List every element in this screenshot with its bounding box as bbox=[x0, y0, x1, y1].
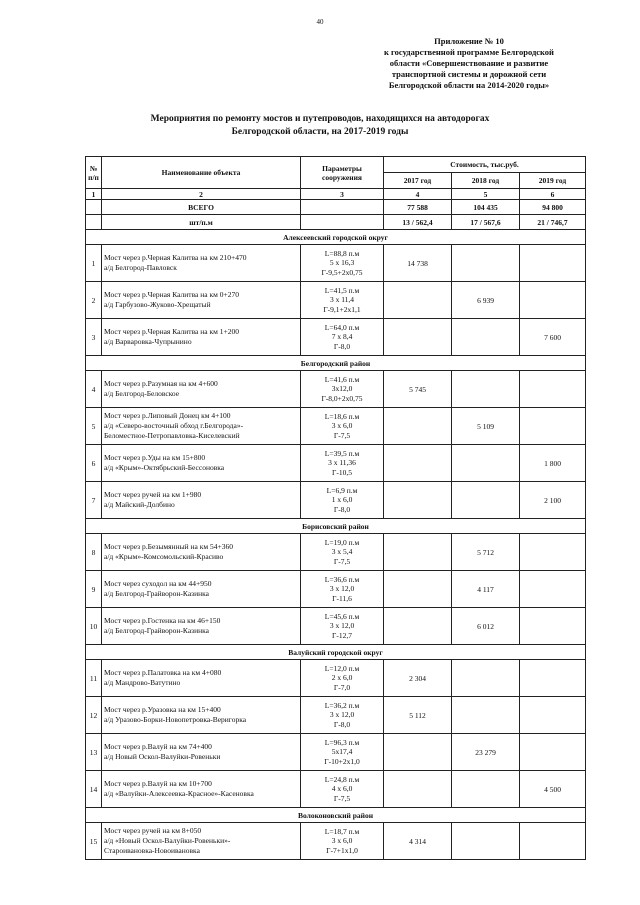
cost-2018: 6 012 bbox=[452, 608, 520, 645]
object-params bbox=[301, 660, 384, 697]
object-name bbox=[102, 319, 301, 356]
cost-2019: 1 800 bbox=[520, 445, 586, 482]
row-number: 15 bbox=[86, 823, 102, 860]
index-cell: 4 bbox=[384, 189, 452, 200]
cost-2017 bbox=[384, 608, 452, 645]
object-params bbox=[301, 771, 384, 808]
object-param-line: L=64,0 п.м bbox=[324, 322, 360, 332]
object-name bbox=[102, 660, 301, 697]
cost-2019 bbox=[520, 245, 586, 282]
object-param-line: Г-9,1+2х1,1 bbox=[323, 304, 361, 314]
object-name-line: а/д Белгород-Грайворон-Казинка bbox=[104, 589, 210, 598]
row-number: 7 bbox=[86, 482, 102, 519]
object-param-line: Г-7,5 bbox=[333, 430, 351, 440]
cost-2017 bbox=[384, 408, 452, 445]
table-row bbox=[86, 660, 586, 697]
object-param-line: Г-8,0 bbox=[333, 504, 351, 514]
object-name-line: а/д «Валуйки-Алексеевка-Красное»-Касеновка bbox=[104, 789, 254, 798]
table-row bbox=[86, 245, 586, 282]
object-param-line: Г-7,0 bbox=[333, 682, 351, 692]
cost-2019 bbox=[520, 371, 586, 408]
units-2018: 17 / 567,6 bbox=[452, 215, 520, 230]
row-number: 4 bbox=[86, 371, 102, 408]
object-param-line: 2 х 6,0 bbox=[331, 673, 353, 683]
object-param-line: Г-8,0+2х0,75 bbox=[321, 393, 363, 403]
object-name-line: а/д Белгород-Беловское bbox=[104, 389, 180, 398]
object-name-line: Мост через р.Разумная на км 4+600 bbox=[104, 379, 218, 388]
object-param-line: L=39,5 п.м bbox=[324, 448, 360, 458]
object-params bbox=[301, 697, 384, 734]
document-title bbox=[0, 113, 640, 139]
table-row bbox=[86, 408, 586, 445]
cost-2018: 4 117 bbox=[452, 571, 520, 608]
object-param-line: L=41,6 п.м bbox=[324, 374, 360, 384]
object-param-line: L=45,6 п.м bbox=[324, 611, 360, 621]
total-row bbox=[86, 200, 586, 215]
header-num: № п/п bbox=[86, 157, 102, 189]
cost-2017 bbox=[384, 445, 452, 482]
object-name-line: Мост через р.Валуй на км 74+400 bbox=[104, 742, 212, 751]
section-row bbox=[86, 356, 586, 371]
object-name-line: а/д Новый Оскол-Валуйки-Ровеньки bbox=[104, 752, 221, 761]
object-name-line: а/д Белгород-Павловск bbox=[104, 263, 177, 272]
cost-2018 bbox=[452, 245, 520, 282]
units-2017: 13 / 562,4 bbox=[384, 215, 452, 230]
object-name-line: Мост через р.Палатовка на км 4+080 bbox=[104, 668, 222, 677]
annex-line: Приложение № 10 bbox=[434, 36, 504, 46]
object-param-line: Г-7,5 bbox=[333, 793, 351, 803]
object-param-line: 3 х 12,0 bbox=[329, 584, 355, 594]
section-title: Белгородский район bbox=[86, 356, 586, 371]
index-cell: 1 bbox=[86, 189, 102, 200]
cost-2018 bbox=[452, 319, 520, 356]
object-params bbox=[301, 734, 384, 771]
cost-2018 bbox=[452, 371, 520, 408]
object-name-line: Мост через р.Гостенка на км 46+150 bbox=[104, 616, 221, 625]
table-row bbox=[86, 734, 586, 771]
object-param-line: Г-11,6 bbox=[332, 593, 352, 603]
object-name bbox=[102, 734, 301, 771]
object-name-line: Мост через р.Черная Калитва на км 1+200 bbox=[104, 327, 239, 336]
header-cost: Стоимость, тыс.руб. bbox=[384, 157, 586, 173]
object-param-line: 5 х 16,3 bbox=[329, 258, 355, 268]
object-name-line: а/д «Крым»-Октябрьский-Бессоновка bbox=[104, 463, 225, 472]
cost-2017: 14 738 bbox=[384, 245, 452, 282]
object-params bbox=[301, 534, 384, 571]
object-name bbox=[102, 282, 301, 319]
units-2019: 21 / 746,7 bbox=[520, 215, 586, 230]
row-number: 3 bbox=[86, 319, 102, 356]
cost-2019: 2 100 bbox=[520, 482, 586, 519]
object-param-line: L=36,6 п.м bbox=[324, 574, 360, 584]
row-number: 10 bbox=[86, 608, 102, 645]
row-number: 11 bbox=[86, 660, 102, 697]
object-name-line: Мост через суходол на км 44+950 bbox=[104, 579, 212, 588]
object-param-line: 3 х 12,0 bbox=[329, 621, 355, 631]
object-name-line: Мост через р.Липовый Донец км 4+100 bbox=[104, 411, 231, 420]
cost-2017: 5 745 bbox=[384, 371, 452, 408]
header-year-2017: 2017 год bbox=[384, 173, 452, 189]
object-param-line: 3 х 5,4 bbox=[331, 547, 353, 557]
object-name bbox=[102, 608, 301, 645]
annex-line: области «Совершенствование и развитие bbox=[389, 58, 549, 68]
object-param-line: 3 х 11,36 bbox=[328, 458, 356, 468]
row-number: 14 bbox=[86, 771, 102, 808]
table-row bbox=[86, 823, 586, 860]
object-param-line: 3 х 6,0 bbox=[331, 836, 353, 846]
object-param-line: 1 х 6,0 bbox=[331, 495, 353, 505]
cost-2019 bbox=[520, 608, 586, 645]
cost-2018: 5 712 bbox=[452, 534, 520, 571]
section-row bbox=[86, 230, 586, 245]
object-name-line: а/д Мандрово-Ватутино bbox=[104, 678, 181, 687]
object-params bbox=[301, 319, 384, 356]
object-name-line: Мост через ручей на км 8+050 bbox=[104, 826, 202, 835]
annex-header bbox=[354, 36, 584, 91]
table-body bbox=[86, 189, 586, 860]
units-row bbox=[86, 215, 586, 230]
title-line: Белгородской области, на 2017-2019 годы bbox=[231, 127, 409, 137]
object-param-line: 3 х 12,0 bbox=[329, 710, 355, 720]
cost-2019 bbox=[520, 571, 586, 608]
title-line: Мероприятия по ремонту мостов и путепроводов, находящихся на автодорогах bbox=[150, 114, 490, 124]
total-2017: 77 588 bbox=[384, 200, 452, 215]
cost-2019 bbox=[520, 697, 586, 734]
object-name-line: а/д «Крым»-Комсомольский-Красиво bbox=[104, 552, 224, 561]
object-param-line: L=19,0 п.м bbox=[324, 537, 360, 547]
section-row bbox=[86, 519, 586, 534]
row-number: 2 bbox=[86, 282, 102, 319]
object-name-line: а/д Майский-Долбино bbox=[104, 500, 175, 509]
object-param-line: Г-8,0 bbox=[333, 719, 351, 729]
object-name-line: а/д Варваровка-Чупрынино bbox=[104, 337, 192, 346]
object-name bbox=[102, 771, 301, 808]
cost-2017 bbox=[384, 571, 452, 608]
cost-2019 bbox=[520, 734, 586, 771]
object-name-line: Мост через р.Безымянный на км 54+360 bbox=[104, 542, 233, 551]
cost-2017 bbox=[384, 319, 452, 356]
table-row bbox=[86, 319, 586, 356]
index-cell: 6 bbox=[520, 189, 586, 200]
units-label: шт/п.м bbox=[102, 215, 301, 230]
bridges-table bbox=[85, 156, 586, 860]
total-label: ВСЕГО bbox=[102, 200, 301, 215]
cost-2017 bbox=[384, 482, 452, 519]
object-name-line: а/д Уразово-Борки-Новопетровка-Веригорка bbox=[104, 715, 247, 724]
section-title: Валуйский городской округ bbox=[86, 645, 586, 660]
cost-2017 bbox=[384, 282, 452, 319]
object-params bbox=[301, 408, 384, 445]
object-name bbox=[102, 482, 301, 519]
cost-2017: 4 314 bbox=[384, 823, 452, 860]
object-name-line: а/д Белгород-Грайворон-Казинка bbox=[104, 626, 210, 635]
section-row bbox=[86, 808, 586, 823]
row-number: 9 bbox=[86, 571, 102, 608]
row-number: 1 bbox=[86, 245, 102, 282]
object-name bbox=[102, 408, 301, 445]
index-cell: 2 bbox=[102, 189, 301, 200]
row-number: 12 bbox=[86, 697, 102, 734]
annex-line: к государственной программе Белгородской bbox=[384, 47, 554, 57]
object-params bbox=[301, 823, 384, 860]
header-params: Параметры сооружения bbox=[301, 157, 384, 189]
annex-line: транспортной системы и дорожной сети bbox=[391, 69, 547, 79]
object-name bbox=[102, 823, 301, 860]
cost-2018: 5 109 bbox=[452, 408, 520, 445]
row-number: 13 bbox=[86, 734, 102, 771]
cost-2019: 4 500 bbox=[520, 771, 586, 808]
object-name bbox=[102, 445, 301, 482]
section-title: Борисовский район bbox=[86, 519, 586, 534]
cost-2017: 2 304 bbox=[384, 660, 452, 697]
object-name-line: Мост через ручей на км 1+980 bbox=[104, 490, 202, 499]
object-name-line: а/д Гарбузово-Жуково-Хрещатый bbox=[104, 300, 211, 309]
cost-2019 bbox=[520, 660, 586, 697]
object-name-line: Мост через р.Уды на км 15+800 bbox=[104, 453, 206, 462]
object-name-line: Мост через р.Валуй на км 10+700 bbox=[104, 779, 212, 788]
cost-2018 bbox=[452, 445, 520, 482]
cost-2019 bbox=[520, 823, 586, 860]
cost-2018: 6 939 bbox=[452, 282, 520, 319]
object-param-line: L=6,9 п.м bbox=[326, 485, 358, 495]
object-name bbox=[102, 571, 301, 608]
object-param-line: 3 х 11,4 bbox=[329, 295, 355, 305]
cost-2018 bbox=[452, 823, 520, 860]
object-param-line: 3х12,0 bbox=[331, 384, 353, 394]
cost-2018 bbox=[452, 697, 520, 734]
cost-2018 bbox=[452, 482, 520, 519]
object-name-line: Мост через р.Уразовка на км 15+400 bbox=[104, 705, 221, 714]
cost-2017 bbox=[384, 534, 452, 571]
object-param-line: Г-10,5 bbox=[332, 467, 352, 477]
object-param-line: L=24,8 п.м bbox=[324, 774, 360, 784]
object-param-line: 7 х 8,4 bbox=[331, 332, 353, 342]
object-param-line: Г-8,0 bbox=[333, 341, 351, 351]
page-number: 40 bbox=[316, 18, 324, 26]
cost-2019 bbox=[520, 408, 586, 445]
object-name bbox=[102, 245, 301, 282]
index-cell: 3 bbox=[301, 189, 384, 200]
cost-2017 bbox=[384, 771, 452, 808]
row-number: 5 bbox=[86, 408, 102, 445]
object-name-line: а/д «Новый Оскол-Валуйки-Ровеньки»- bbox=[104, 836, 231, 845]
object-param-line: Г-10+2х1,0 bbox=[324, 756, 360, 766]
row-number: 8 bbox=[86, 534, 102, 571]
object-name bbox=[102, 371, 301, 408]
object-param-line: L=88,8 п.м bbox=[324, 248, 360, 258]
object-name-line: Беломестное-Петропавловка-Киселевский bbox=[104, 431, 240, 440]
object-params bbox=[301, 482, 384, 519]
object-params bbox=[301, 445, 384, 482]
object-name bbox=[102, 697, 301, 734]
index-cell: 5 bbox=[452, 189, 520, 200]
object-name bbox=[102, 534, 301, 571]
object-param-line: L=96,3 п.м bbox=[324, 737, 360, 747]
section-row bbox=[86, 645, 586, 660]
object-params bbox=[301, 245, 384, 282]
object-param-line: Г-7,5 bbox=[333, 556, 351, 566]
annex-line: Белгородской области на 2014-2020 годы» bbox=[388, 80, 550, 90]
table-row bbox=[86, 282, 586, 319]
row-number: 6 bbox=[86, 445, 102, 482]
object-param-line: L=18,6 п.м bbox=[324, 411, 360, 421]
table-row bbox=[86, 534, 586, 571]
object-params bbox=[301, 608, 384, 645]
cost-2018 bbox=[452, 771, 520, 808]
cost-2017: 5 112 bbox=[384, 697, 452, 734]
object-param-line: L=18,7 п.м bbox=[324, 826, 360, 836]
total-2019: 94 800 bbox=[520, 200, 586, 215]
object-param-line: 4 х 6,0 bbox=[331, 784, 353, 794]
table-row bbox=[86, 371, 586, 408]
cost-2019 bbox=[520, 282, 586, 319]
table-row bbox=[86, 571, 586, 608]
header-year-2019: 2019 год bbox=[520, 173, 586, 189]
header-year-2018: 2018 год bbox=[452, 173, 520, 189]
section-title: Волоконовский район bbox=[86, 808, 586, 823]
cost-2019 bbox=[520, 534, 586, 571]
object-param-line: L=36,2 п.м bbox=[324, 700, 360, 710]
table-row bbox=[86, 445, 586, 482]
object-param-line: L=12,0 п.м bbox=[324, 663, 360, 673]
table-row bbox=[86, 697, 586, 734]
table-row bbox=[86, 482, 586, 519]
total-2018: 104 435 bbox=[452, 200, 520, 215]
table-row bbox=[86, 771, 586, 808]
object-name-line: Мост через р.Черная Калитва на км 210+470 bbox=[104, 253, 247, 262]
object-param-line: Г-12,7 bbox=[332, 630, 352, 640]
object-params bbox=[301, 282, 384, 319]
cost-2019: 7 600 bbox=[520, 319, 586, 356]
section-title: Алексеевский городской округ bbox=[86, 230, 586, 245]
cost-2018: 23 279 bbox=[452, 734, 520, 771]
object-param-line: 5х17,4 bbox=[331, 747, 353, 757]
object-name-line: а/д «Северо-восточный обход г.Белгорода»- bbox=[104, 421, 244, 430]
header-name: Наименование объекта bbox=[102, 157, 301, 189]
column-index-row bbox=[86, 189, 586, 200]
object-params bbox=[301, 371, 384, 408]
object-param-line: Г-9,5+2х0,75 bbox=[321, 267, 363, 277]
cost-2017 bbox=[384, 734, 452, 771]
object-param-line: L=41,5 п.м bbox=[324, 285, 360, 295]
object-param-line: Г-7+1х1,0 bbox=[326, 845, 358, 855]
object-params bbox=[301, 571, 384, 608]
object-name-line: Мост через р.Черная Калитва на км 0+270 bbox=[104, 290, 239, 299]
cost-2018 bbox=[452, 660, 520, 697]
object-param-line: 3 х 6,0 bbox=[331, 421, 353, 431]
table-row bbox=[86, 608, 586, 645]
object-name-line: Староивановка-Новоивановка bbox=[104, 846, 200, 855]
